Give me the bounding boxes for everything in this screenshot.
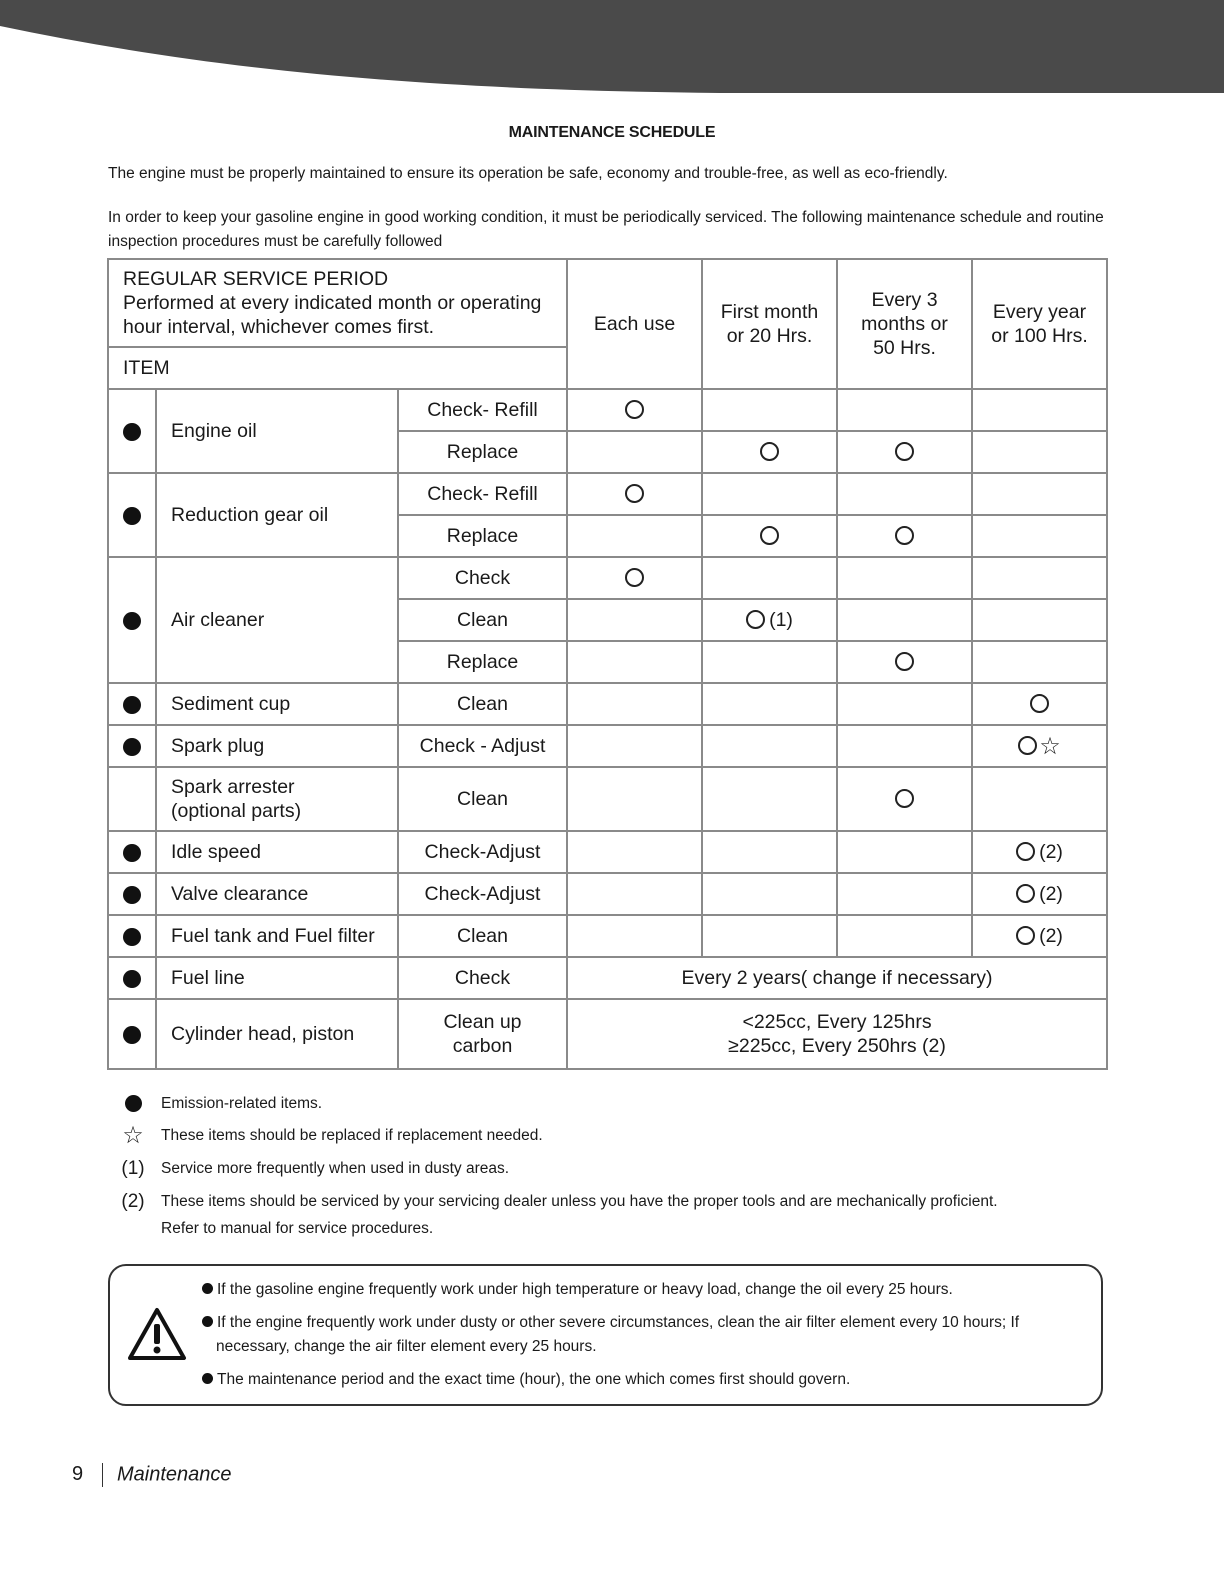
circle-mark-icon (1018, 736, 1037, 755)
action-cell: Replace (398, 641, 567, 683)
mark-cell (837, 389, 972, 431)
circle-mark-icon (760, 442, 779, 461)
emission-cell (108, 999, 156, 1069)
mark-cell (972, 725, 1107, 767)
mark-cell (972, 599, 1107, 641)
table-row (108, 915, 1107, 957)
page-number: 9 (72, 1463, 84, 1486)
table-row (108, 999, 1107, 1069)
mark-cell (702, 873, 837, 915)
page-footer (72, 1463, 232, 1487)
action-cell: Clean (398, 767, 567, 831)
bullet-dot-icon (202, 1373, 213, 1384)
emission-cell (108, 915, 156, 957)
emission-dot-icon (123, 507, 141, 525)
emission-dot-icon (123, 928, 141, 946)
star-icon: ☆ (122, 1122, 144, 1149)
emission-dot-icon (123, 1026, 141, 1044)
item-name (156, 767, 398, 831)
mark-cell (972, 473, 1107, 515)
mark-cell (702, 389, 837, 431)
action-cell: Check (398, 557, 567, 599)
star-icon: ☆ (1039, 732, 1061, 760)
period-cell (567, 999, 1107, 1069)
circle-mark-icon (1016, 926, 1035, 945)
action-cell: Replace (398, 431, 567, 473)
table-row (108, 473, 1107, 515)
mark-cell (567, 915, 702, 957)
circle-mark-icon (1016, 842, 1035, 861)
mark-cell (567, 599, 702, 641)
mark-cell (837, 683, 972, 725)
period-cell: Every 2 years( change if necessary) (567, 957, 1107, 999)
mark-cell (837, 831, 972, 873)
mark-cell (567, 431, 702, 473)
warning-text: The maintenance period and the exact time (hour), the one which comes first should govern. (217, 1371, 851, 1388)
action-cell: Replace (398, 515, 567, 557)
col-header-label: 50 Hrs. (873, 337, 936, 359)
item-name: Valve clearance (156, 873, 398, 915)
mark-cell (837, 515, 972, 557)
mark-cell (972, 431, 1107, 473)
emission-cell (108, 957, 156, 999)
mark-cell (972, 515, 1107, 557)
mark-cell (567, 641, 702, 683)
col-header-label: or 20 Hrs. (726, 325, 813, 347)
circle-mark-icon (746, 610, 765, 629)
emission-cell (108, 389, 156, 473)
emission-cell (108, 725, 156, 767)
footer-divider (102, 1463, 103, 1487)
mark-cell (972, 915, 1107, 957)
circle-mark-icon (895, 526, 914, 545)
circle-mark-icon (895, 442, 914, 461)
action-cell: Check - Adjust (398, 725, 567, 767)
mark-cell (702, 599, 837, 641)
page-title: MAINTENANCE SCHEDULE (508, 124, 716, 141)
maintenance-table (107, 258, 1108, 1070)
mark-cell (837, 557, 972, 599)
col-header-label: Every 3 (871, 289, 938, 311)
mark-cell (702, 683, 837, 725)
item-name: Engine oil (156, 389, 398, 473)
item-name: Idle speed (156, 831, 398, 873)
circle-mark-icon (1016, 884, 1035, 903)
table-row (108, 873, 1107, 915)
item-name: Fuel line (156, 957, 398, 999)
mark-cell (972, 767, 1107, 831)
mark-cell (837, 599, 972, 641)
header-line: hour interval, whichever comes first. (123, 316, 435, 338)
table-row (108, 557, 1107, 599)
mark-cell (567, 473, 702, 515)
circle-mark-icon (895, 789, 914, 808)
emission-dot-icon (123, 970, 141, 988)
mark-cell (567, 873, 702, 915)
emission-cell (108, 873, 156, 915)
emission-dot-icon (123, 612, 141, 630)
mark-cell (702, 915, 837, 957)
col-header-label: First month (720, 301, 819, 323)
action-line: Clean up (443, 1011, 522, 1033)
action-cell: Check (398, 957, 567, 999)
mark-cell (837, 431, 972, 473)
mark-cell (972, 831, 1107, 873)
mark-cell (567, 831, 702, 873)
emission-dot-icon (125, 1095, 142, 1112)
emission-cell (108, 831, 156, 873)
item-name-line: Spark arrester (171, 776, 295, 798)
circle-mark-icon (760, 526, 779, 545)
mark-cell (702, 557, 837, 599)
mark-cell (567, 725, 702, 767)
col-header-label: or 100 Hrs. (991, 325, 1088, 347)
header-service-period (108, 259, 567, 347)
warning-box (108, 1264, 1103, 1406)
action-cell: Clean (398, 915, 567, 957)
mark-cell (567, 767, 702, 831)
mark-cell (567, 515, 702, 557)
mark-cell (837, 915, 972, 957)
footnote-ref: (1) (769, 609, 793, 632)
action-cell: Clean (398, 599, 567, 641)
footnote-ref: (2) (1039, 883, 1063, 906)
circle-mark-icon (895, 652, 914, 671)
emission-dot-icon (123, 886, 141, 904)
mark-cell (702, 767, 837, 831)
warning-triangle-icon (126, 1306, 188, 1362)
emission-cell (108, 473, 156, 557)
mark-cell (702, 515, 837, 557)
item-name: Sediment cup (156, 683, 398, 725)
mark-cell (837, 725, 972, 767)
item-name: Reduction gear oil (156, 473, 398, 557)
emission-dot-icon (123, 738, 141, 756)
legend-text: Emission-related items. (161, 1095, 323, 1112)
table-row (108, 831, 1107, 873)
item-name: Fuel tank and Fuel filter (156, 915, 398, 957)
header-band (0, 0, 1224, 100)
warning-text: If the engine frequently work under dusty or other severe circumstances, clean the air filter element every 10 hours; If (217, 1314, 1020, 1331)
item-name: Cylinder head, piston (156, 999, 398, 1069)
footnote-ref: (2) (1039, 925, 1063, 948)
mark-cell (837, 473, 972, 515)
table-row (108, 957, 1107, 999)
footnote-ref: (2) (1039, 841, 1063, 864)
action-cell: Check- Refill (398, 389, 567, 431)
mark-cell (837, 767, 972, 831)
warning-line-1 (202, 1278, 1092, 1302)
emission-cell (108, 557, 156, 683)
mark-cell (972, 683, 1107, 725)
emission-dot-icon (123, 844, 141, 862)
emission-cell (108, 683, 156, 725)
warning-line-2 (202, 1311, 1092, 1359)
emission-dot-icon (123, 696, 141, 714)
warning-line-3 (202, 1368, 1092, 1392)
mark-cell (567, 557, 702, 599)
warning-text: If the gasoline engine frequently work under high temperature or heavy load, change the oil every 25 hours. (217, 1281, 953, 1298)
item-name: Spark plug (156, 725, 398, 767)
circle-mark-icon (625, 484, 644, 503)
col-header-label: Each use (593, 313, 676, 335)
intro-paragraph-1: The engine must be properly maintained to ensure its operation be safe, economy and trouble-free, as well as eco-friendly. (108, 165, 948, 182)
bullet-dot-icon (202, 1316, 213, 1327)
mark-cell (837, 641, 972, 683)
table-row (108, 725, 1107, 767)
action-cell (398, 999, 567, 1069)
item-name-line: (optional parts) (171, 800, 302, 822)
item-name: Air cleaner (156, 557, 398, 683)
table-row (108, 767, 1107, 831)
table-row (108, 389, 1107, 431)
circle-mark-icon (1030, 694, 1049, 713)
col-header-every-year (972, 259, 1107, 389)
mark-cell (837, 873, 972, 915)
legend-text-line: Refer to manual for service procedures. (161, 1220, 434, 1237)
period-line: ≥225cc, Every 250hrs (2) (728, 1035, 946, 1057)
col-header-every-3-months (837, 259, 972, 389)
emission-cell (108, 767, 156, 831)
legend-text: These items should be replaced if replacement needed. (161, 1127, 543, 1144)
header-line: REGULAR SERVICE PERIOD (123, 268, 389, 290)
action-cell: Check-Adjust (398, 831, 567, 873)
mark-cell (567, 389, 702, 431)
action-line: carbon (452, 1035, 513, 1057)
header-item: ITEM (108, 347, 567, 389)
action-cell: Check-Adjust (398, 873, 567, 915)
action-cell: Clean (398, 683, 567, 725)
mark-cell (702, 725, 837, 767)
mark-cell (702, 431, 837, 473)
col-header-each-use (567, 259, 702, 389)
legend-text-line: These items should be serviced by your servicing dealer unless you have the proper tools and are mechanically proficient. (161, 1193, 998, 1210)
mark-cell (972, 557, 1107, 599)
section-name: Maintenance (117, 1463, 232, 1486)
mark-cell (972, 389, 1107, 431)
header-line: Performed at every indicated month or operating (123, 292, 542, 314)
legend-text: Service more frequently when used in dusty areas. (161, 1160, 510, 1177)
circle-mark-icon (625, 568, 644, 587)
intro-paragraph-2: In order to keep your gasoline engine in good working condition, it must be periodically serviced. The following maintenance schedule and routine inspection procedures must be carefully followed (108, 209, 1104, 250)
circle-mark-icon (625, 400, 644, 419)
col-header-label: Every year (992, 301, 1087, 323)
mark-cell (702, 641, 837, 683)
col-header-label: months or (861, 313, 948, 335)
bullet-dot-icon (202, 1283, 213, 1294)
warning-text: necessary, change the air filter element every 25 hours. (216, 1338, 597, 1355)
col-header-first-month (702, 259, 837, 389)
emission-dot-icon (123, 423, 141, 441)
mark-cell (702, 831, 837, 873)
legend-symbol: (2) (121, 1191, 145, 1212)
period-line: <225cc, Every 125hrs (742, 1011, 932, 1033)
legend-symbol: (1) (121, 1158, 145, 1179)
legend-text (161, 1188, 1111, 1242)
mark-cell (567, 683, 702, 725)
mark-cell (702, 473, 837, 515)
mark-cell (972, 641, 1107, 683)
mark-cell (972, 873, 1107, 915)
action-cell: Check- Refill (398, 473, 567, 515)
table-row (108, 683, 1107, 725)
